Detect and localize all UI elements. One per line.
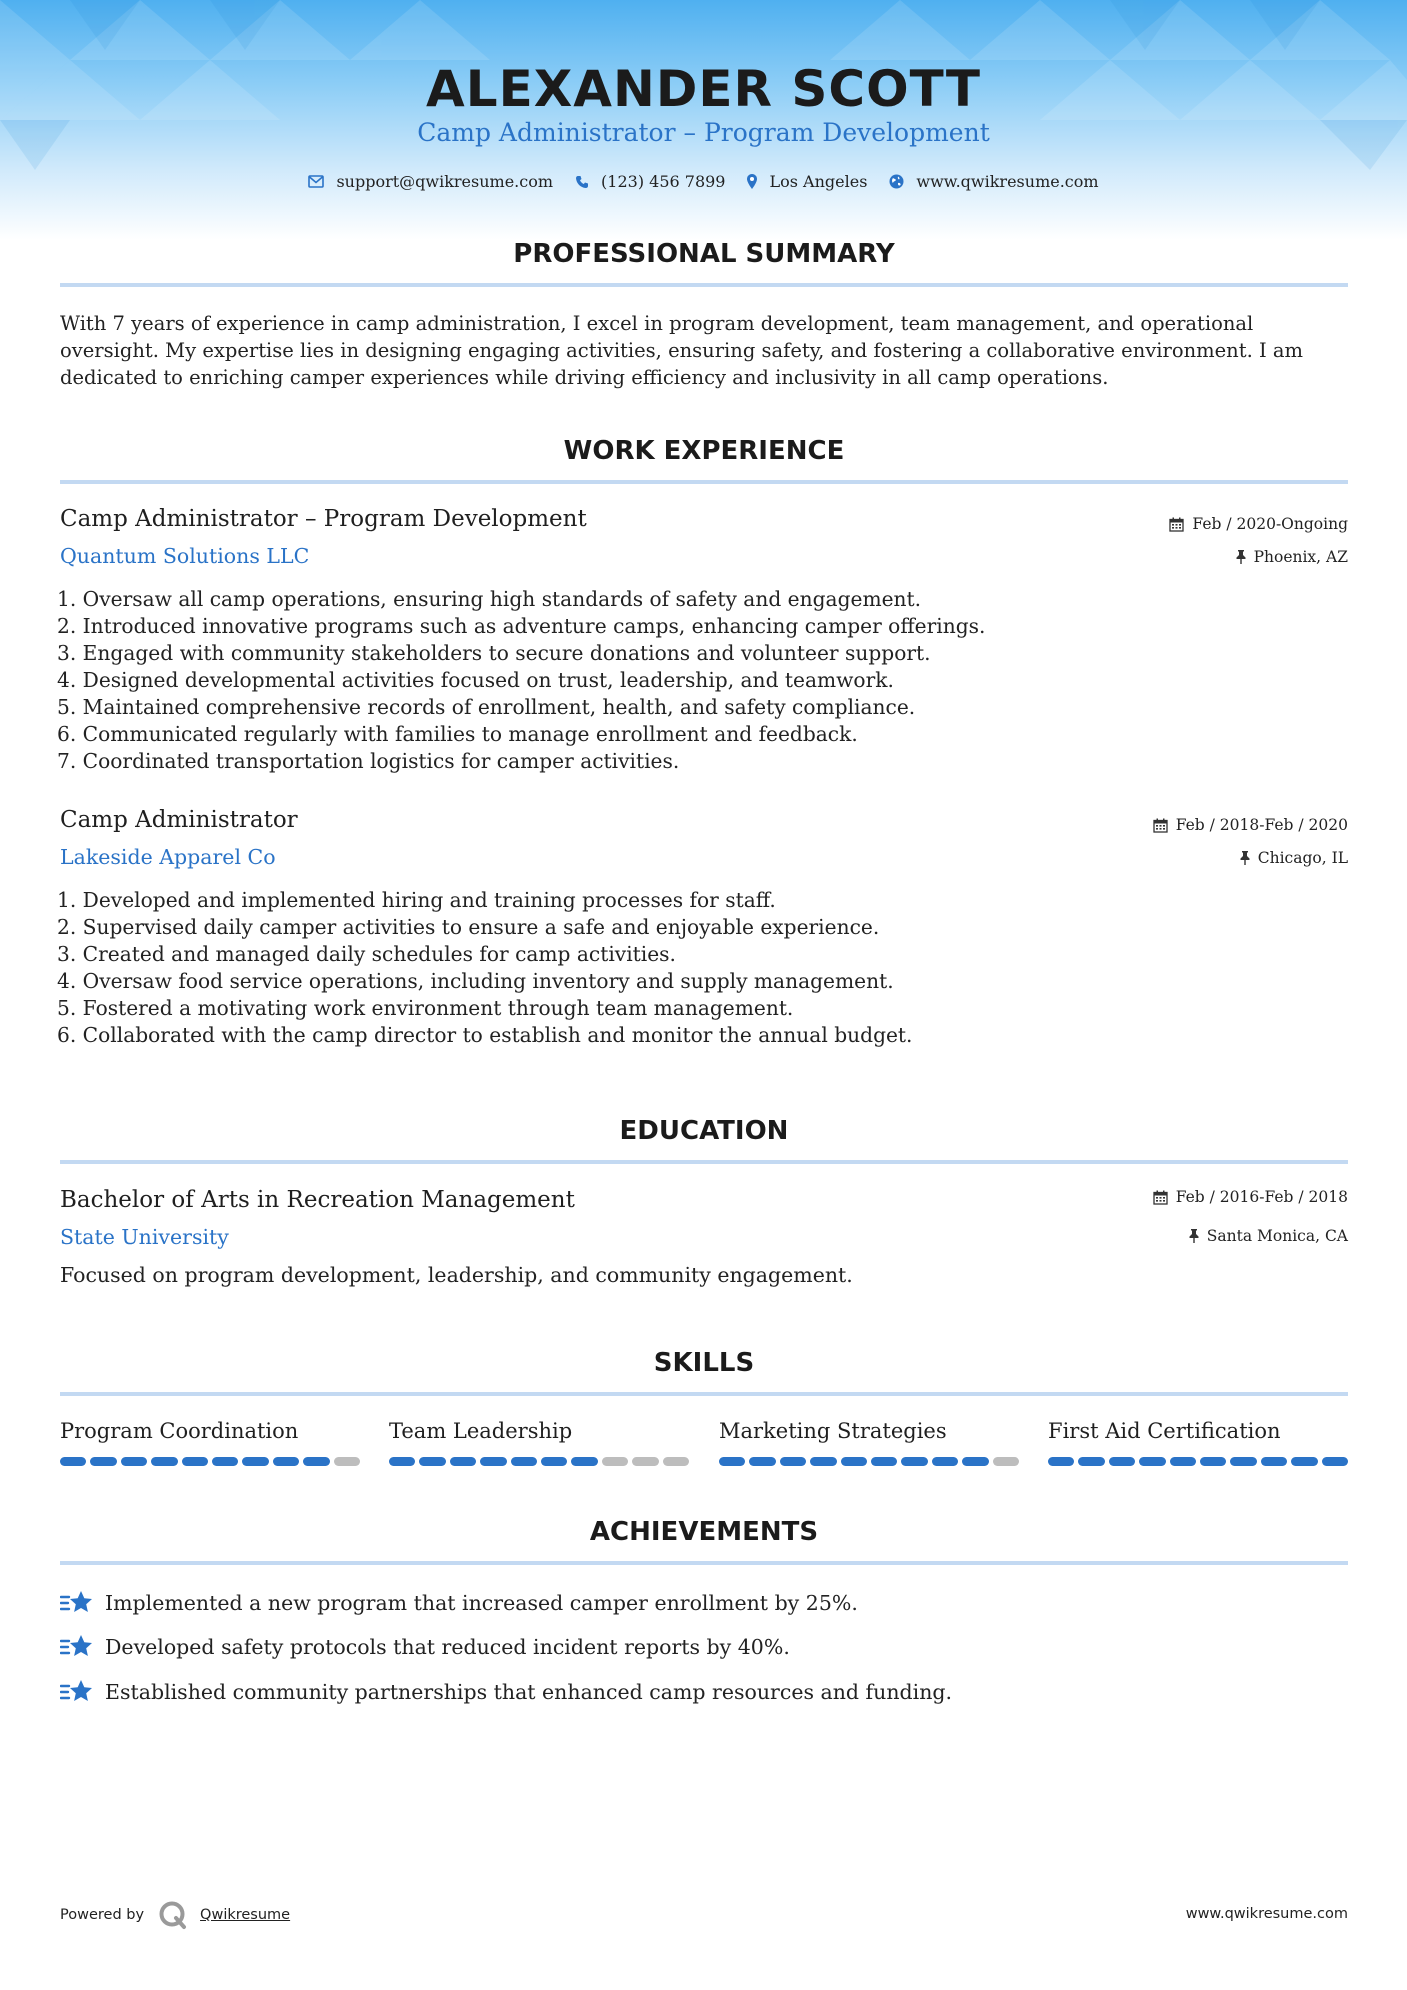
pushpin-icon [1189, 1229, 1199, 1243]
skill-item [389, 1419, 689, 1466]
skill-level-segment [60, 1457, 86, 1466]
skill-item [1048, 1419, 1348, 1466]
list-item: 5. Fostered a motivating work environment through team management. [57, 996, 794, 1020]
contact-website[interactable] [889, 172, 1098, 191]
pushpin-icon [1240, 851, 1250, 865]
skill-level-segment [962, 1457, 988, 1466]
list-item: 1. Oversaw all camp operations, ensuring high standards of safety and engagement. [57, 587, 922, 611]
contact-phone[interactable] [575, 172, 725, 191]
powered-by-label: Powered by [60, 1907, 145, 1923]
list-item: 4. Designed developmental activities focused on trust, leadership, and teamwork. [57, 668, 894, 692]
contact-email[interactable] [308, 172, 553, 191]
job-company: Lakeside Apparel Co [60, 845, 276, 869]
skill-level-segment [90, 1457, 116, 1466]
skill-level-segment [1139, 1457, 1165, 1466]
skill-name: Team Leadership [389, 1419, 573, 1443]
achievements-divider [60, 1561, 1348, 1565]
job-title: Camp Administrator – Program Development [60, 506, 587, 532]
list-item: 6. Collaborated with the camp director to establish and monitor the annual budget. [57, 1023, 913, 1047]
skill-level-segment [841, 1457, 867, 1466]
job-bullets [57, 887, 1257, 1049]
skill-level-segment [121, 1457, 147, 1466]
star-icon [60, 1634, 94, 1660]
skill-level-bar [389, 1457, 689, 1466]
skill-item [719, 1419, 1019, 1466]
achievement-item [60, 1590, 858, 1616]
skill-level-segment [1322, 1457, 1348, 1466]
skill-level-segment [541, 1457, 567, 1466]
skill-level-segment [993, 1457, 1019, 1466]
education-divider [60, 1160, 1348, 1164]
skill-level-bar [1048, 1457, 1348, 1466]
skill-level-segment [1230, 1457, 1256, 1466]
summary-heading: PROFESSIONAL SUMMARY [513, 239, 895, 269]
achievement-item [60, 1679, 952, 1705]
education-dates [1153, 1188, 1348, 1206]
achievement-text: Established community partnerships that enhanced camp resources and funding. [105, 1680, 953, 1704]
candidate-title: Camp Administrator – Program Development [417, 118, 990, 147]
star-icon [60, 1590, 94, 1616]
skill-level-segment [1261, 1457, 1287, 1466]
skill-level-segment [212, 1457, 238, 1466]
skills-heading: SKILLS [653, 1348, 755, 1378]
list-item: 3. Created and managed daily schedules for camp activities. [57, 942, 676, 966]
skills-divider [60, 1392, 1348, 1396]
skill-level-bar [60, 1457, 360, 1466]
job-location [1240, 849, 1348, 867]
skill-level-segment [810, 1457, 836, 1466]
list-item: 5. Maintained comprehensive records of enrollment, health, and safety compliance. [57, 695, 916, 719]
job-title: Camp Administrator [60, 807, 298, 833]
skill-level-segment [749, 1457, 775, 1466]
summary-line: oversight. My expertise lies in designing engaging activities, ensuring safety, and fostering a collaborative environment. I am [60, 339, 1303, 362]
achievement-text: Developed safety protocols that reduced incident reports by 40%. [105, 1635, 790, 1659]
skill-level-segment [511, 1457, 537, 1466]
skill-level-segment [901, 1457, 927, 1466]
skill-name: First Aid Certification [1048, 1419, 1281, 1443]
skill-level-segment [419, 1457, 445, 1466]
envelope-icon [308, 175, 324, 188]
brand-link[interactable]: Qwikresume [200, 1907, 291, 1923]
skill-level-segment [1291, 1457, 1317, 1466]
pushpin-icon [1236, 550, 1246, 564]
job-company: Quantum Solutions LLC [60, 544, 310, 568]
skill-level-segment [780, 1457, 806, 1466]
skill-level-segment [303, 1457, 329, 1466]
skill-level-segment [480, 1457, 506, 1466]
skill-level-segment [571, 1457, 597, 1466]
skill-level-segment [1170, 1457, 1196, 1466]
achievements-heading: ACHIEVEMENTS [589, 1517, 819, 1547]
list-item: 1. Developed and implemented hiring and training processes for staff. [57, 888, 776, 912]
footer-website[interactable]: www.qwikresume.com [1185, 1906, 1348, 1922]
education-heading: EDUCATION [619, 1116, 789, 1146]
skill-name: Marketing Strategies [719, 1419, 947, 1443]
education-description: Focused on program development, leadership, and community engagement. [60, 1263, 853, 1287]
job-bullets [57, 586, 1257, 775]
education-location [1189, 1227, 1348, 1245]
calendar-icon [1153, 818, 1168, 833]
skill-item [60, 1419, 360, 1466]
skill-level-segment [663, 1457, 689, 1466]
calendar-icon [1153, 1190, 1168, 1205]
list-item: 2. Supervised daily camper activities to ensure a safe and enjoyable experience. [57, 915, 880, 939]
job-location-text: Chicago, IL [1257, 849, 1348, 867]
summary-divider [60, 283, 1348, 287]
education-dates-text: Feb / 2016-Feb / 2018 [1175, 1188, 1348, 1206]
skill-level-segment [151, 1457, 177, 1466]
achievement-item [60, 1634, 790, 1660]
achievement-text: Implemented a new program that increased camper enrollment by 25%. [105, 1591, 858, 1615]
job-location-text: Phoenix, AZ [1253, 548, 1348, 566]
job-dates-text: Feb / 2020-Ongoing [1192, 515, 1348, 533]
summary-line: With 7 years of experience in camp administration, I excel in program development, team management, and operational [60, 312, 1254, 335]
skill-level-segment [182, 1457, 208, 1466]
phone-text: (123) 456 7899 [601, 172, 726, 191]
skill-level-segment [242, 1457, 268, 1466]
list-item: 4. Oversaw food service operations, including inventory and supply management. [57, 969, 894, 993]
skill-level-segment [1109, 1457, 1135, 1466]
education-school: State University [60, 1225, 229, 1249]
summary-line: dedicated to enriching camper experiences while driving efficiency and inclusivity in all camp operations. [60, 366, 1109, 389]
skill-level-segment [932, 1457, 958, 1466]
skill-level-segment [1078, 1457, 1104, 1466]
skill-level-segment [273, 1457, 299, 1466]
experience-heading: WORK EXPERIENCE [563, 436, 845, 466]
skill-level-segment [1200, 1457, 1226, 1466]
summary-text [60, 310, 1350, 391]
globe-icon [889, 174, 904, 189]
candidate-name: ALEXANDER SCOTT [426, 60, 981, 118]
education-location-text: Santa Monica, CA [1206, 1227, 1348, 1245]
job-dates-text: Feb / 2018-Feb / 2020 [1175, 816, 1348, 834]
calendar-icon [1169, 517, 1184, 532]
skill-level-segment [389, 1457, 415, 1466]
contact-bar [0, 172, 1407, 191]
experience-divider [60, 480, 1348, 484]
qwikresume-logo-icon [158, 1900, 188, 1930]
contact-location [747, 172, 867, 191]
website-text: www.qwikresume.com [916, 172, 1099, 191]
email-text: support@qwikresume.com [336, 172, 554, 191]
skill-level-bar [719, 1457, 1019, 1466]
phone-icon [575, 175, 589, 189]
job-dates [1153, 816, 1348, 834]
footer-powered-by [60, 1900, 290, 1930]
star-icon [60, 1679, 94, 1705]
skill-level-segment [632, 1457, 658, 1466]
job-location [1236, 548, 1348, 566]
skill-level-segment [719, 1457, 745, 1466]
list-item: 7. Coordinated transportation logistics for camper activities. [57, 749, 680, 773]
map-pin-icon [747, 174, 757, 189]
skill-level-segment [334, 1457, 360, 1466]
skill-level-segment [871, 1457, 897, 1466]
skill-level-segment [1048, 1457, 1074, 1466]
location-text: Los Angeles [769, 172, 868, 191]
job-dates [1169, 515, 1348, 533]
skill-level-segment [450, 1457, 476, 1466]
skill-name: Program Coordination [60, 1419, 299, 1443]
skill-level-segment [602, 1457, 628, 1466]
education-degree: Bachelor of Arts in Recreation Management [60, 1187, 575, 1213]
list-item: 3. Engaged with community stakeholders to secure donations and volunteer support. [57, 641, 931, 665]
list-item: 2. Introduced innovative programs such as adventure camps, enhancing camper offerings. [57, 614, 986, 638]
list-item: 6. Communicated regularly with families to manage enrollment and feedback. [57, 722, 858, 746]
